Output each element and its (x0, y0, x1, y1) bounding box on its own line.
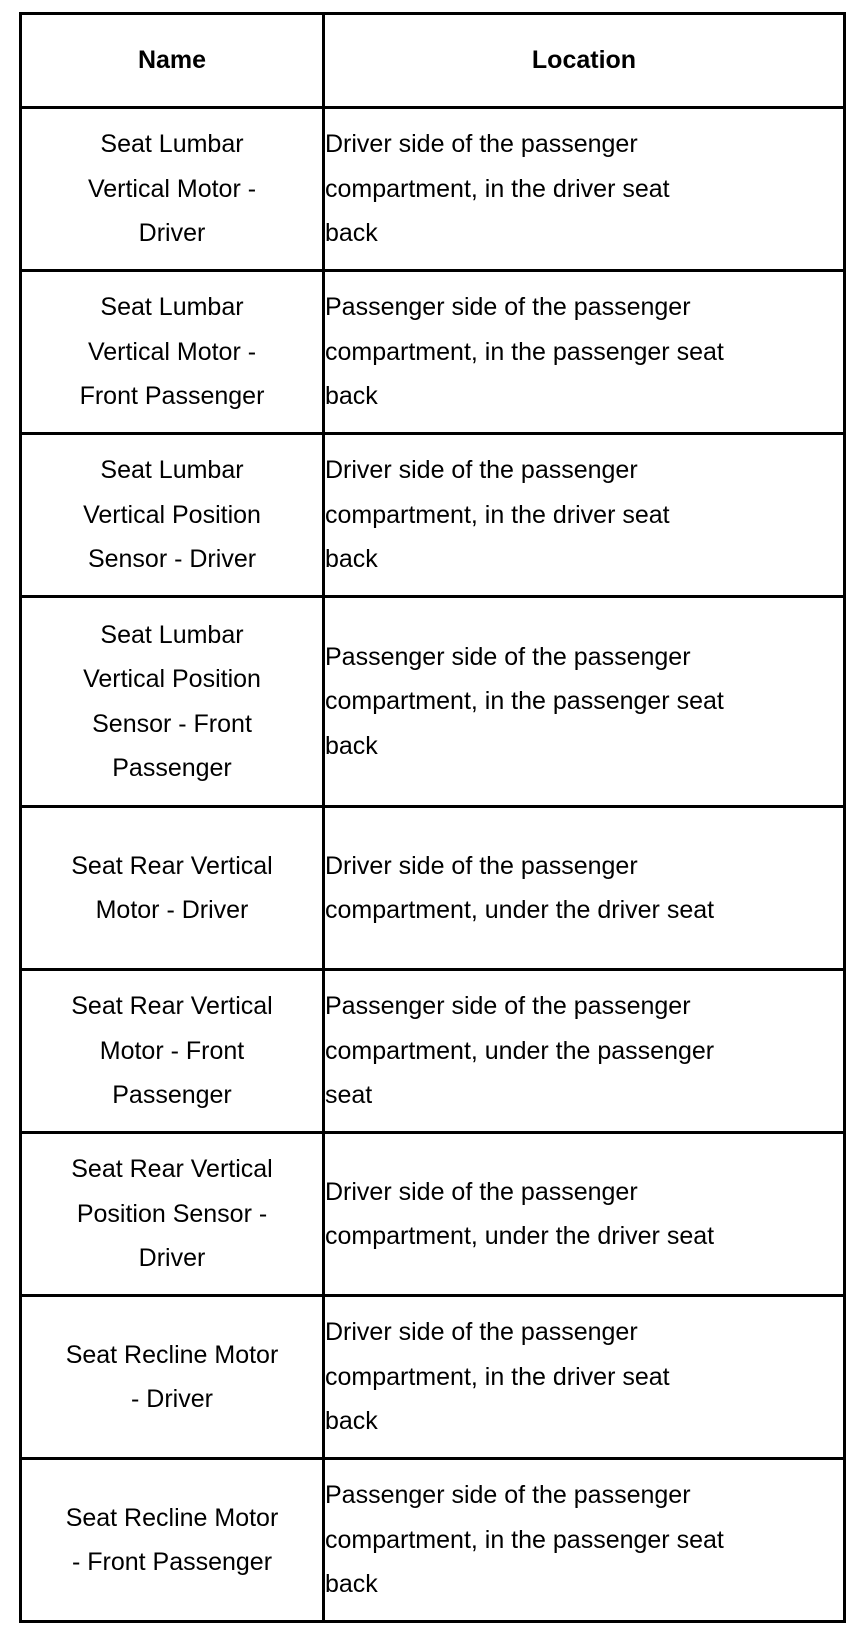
location-line: back (325, 1570, 378, 1599)
table-row (21, 1296, 845, 1459)
component-location-table (19, 12, 846, 1623)
location-line: back (325, 1407, 378, 1436)
location-line: Driver side of the passenger (325, 851, 638, 880)
name-line: Sensor - Front (92, 709, 252, 738)
name-line: Seat Lumbar (100, 130, 244, 159)
location-line: Driver side of the passenger (325, 130, 638, 159)
table-row (21, 108, 845, 271)
location-line: Passenger side of the passenger (325, 642, 691, 671)
name-line: Seat Lumbar (100, 456, 244, 485)
table-row (21, 271, 845, 434)
name-line: Motor - Driver (95, 896, 249, 924)
table-row (21, 970, 845, 1133)
location-line: compartment, in the driver seat (325, 1362, 670, 1391)
table-row (21, 597, 845, 807)
location-cell (324, 108, 845, 271)
location-line: Passenger side of the passenger (325, 992, 691, 1021)
name-cell (21, 271, 324, 434)
name-line: Position Sensor - (76, 1199, 268, 1228)
name-line: Vertical Motor - (87, 174, 257, 203)
name-cell (21, 597, 324, 807)
table-row (21, 807, 845, 970)
name-line: Seat Recline Motor (65, 1503, 279, 1532)
location-cell (324, 434, 845, 597)
name-line: - Driver (131, 1385, 213, 1413)
name-line: Vertical Position (83, 665, 261, 693)
name-line: Front Passenger (79, 382, 265, 411)
location-line: Driver side of the passenger (325, 1177, 638, 1206)
name-line: Passenger (112, 754, 232, 782)
name-line: Passenger (112, 1081, 232, 1110)
name-cell (21, 807, 324, 970)
location-cell (324, 807, 845, 970)
location-line: compartment, in the passenger seat (325, 687, 724, 716)
name-line: Vertical Position (83, 500, 261, 529)
location-cell (324, 1296, 845, 1459)
location-line: compartment, in the passenger seat (325, 1525, 724, 1554)
location-line: compartment, under the passenger (325, 1036, 715, 1065)
location-line: back (325, 731, 378, 760)
name-line: Motor - Front (99, 1036, 245, 1065)
name-cell (21, 1459, 324, 1622)
location-cell (324, 271, 845, 434)
name-line: Sensor - Driver (87, 545, 257, 574)
name-cell (21, 108, 324, 271)
location-line: compartment, under the driver seat (325, 1222, 715, 1250)
name-line: - Front Passenger (71, 1548, 273, 1576)
name-line: Seat Lumbar (100, 293, 244, 322)
table-row (21, 434, 845, 597)
name-line: Seat Lumbar (100, 620, 244, 649)
name-line: Seat Rear Vertical (71, 851, 273, 880)
name-line: Seat Rear Vertical (71, 992, 273, 1021)
location-line: compartment, in the driver seat (325, 500, 670, 529)
name-cell (21, 970, 324, 1133)
location-cell (324, 1133, 845, 1296)
location-cell (324, 597, 845, 807)
location-line: back (325, 219, 378, 248)
name-line: Seat Recline Motor (65, 1340, 279, 1369)
location-cell (324, 970, 845, 1133)
column-header-location: Location (324, 14, 845, 108)
location-line: Passenger side of the passenger (325, 1481, 691, 1510)
location-line: compartment, under the driver seat (325, 896, 715, 924)
location-line: Driver side of the passenger (325, 456, 638, 485)
location-line: Driver side of the passenger (325, 1318, 638, 1347)
name-line: Vertical Motor - (87, 337, 257, 366)
location-line: compartment, in the driver seat (325, 174, 670, 203)
name-cell (21, 1296, 324, 1459)
location-line: seat (325, 1081, 373, 1110)
name-cell (21, 1133, 324, 1296)
table-row (21, 1133, 845, 1296)
name-line: Driver (138, 219, 206, 248)
location-line: compartment, in the passenger seat (325, 337, 724, 366)
name-line: Seat Rear Vertical (71, 1155, 273, 1184)
location-line: back (325, 382, 378, 411)
name-cell (21, 434, 324, 597)
column-header-name: Name (21, 14, 324, 108)
location-cell (324, 1459, 845, 1622)
location-line: back (325, 545, 378, 574)
location-line: Passenger side of the passenger (325, 293, 691, 322)
table-row (21, 1459, 845, 1622)
header-row (21, 14, 845, 108)
name-line: Driver (138, 1244, 206, 1273)
